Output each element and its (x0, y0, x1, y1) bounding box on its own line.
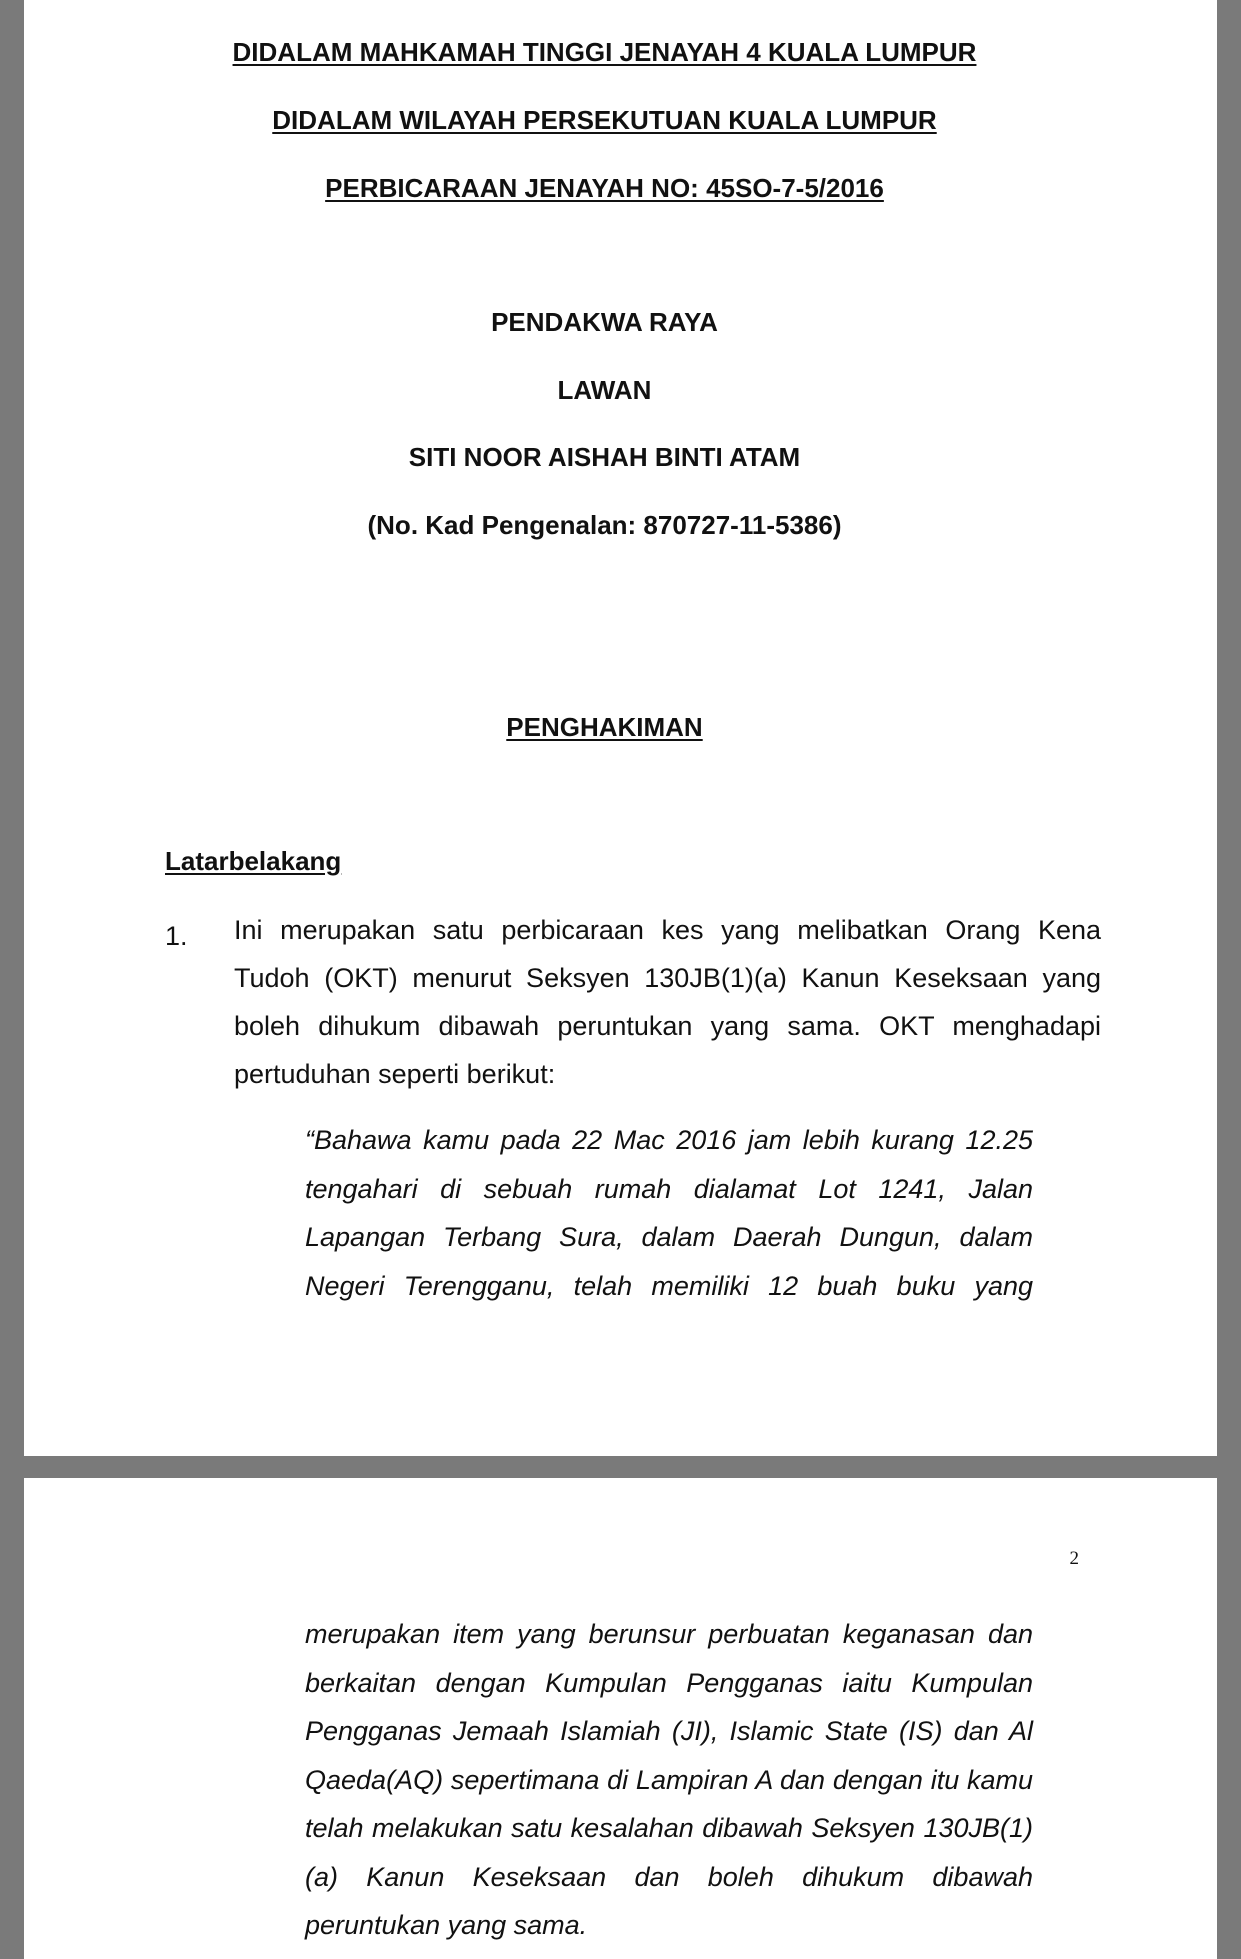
versus-label: LAWAN (557, 375, 652, 405)
court-name-line: DIDALAM MAHKAMAH TINGGI JENAYAH 4 KUALA LUMPUR (232, 37, 977, 67)
charge-quote-part-2: merupakan item yang berunsur perbuatan keganasan dan berkaitan dengan Kumpulan Pengganas iaitu Kumpulan Pengganas Jemaah Islamiah (JI), Islamic State (IS) dan Al Qaeda(AQ) sepertimana di Lampiran A dan dengan itu kamu telah melakukan satu kesalahan dibawah Seksyen 130JB(1)(a) Kanun Keseksaan dan boleh dihukum dibawah peruntukan yang sama. (305, 1619, 1033, 1940)
section-heading-background: Latarbelakang (165, 846, 342, 876)
accused-name: SITI NOOR AISHAH BINTI ATAM (408, 442, 801, 472)
case-number: PERBICARAAN JENAYAH NO: 45SO-7-5/2016 (325, 173, 884, 203)
identity-card-number: (No. Kad Pengenalan: 870727-11-5386) (367, 510, 842, 540)
judgment-title: PENGHAKIMAN (506, 712, 703, 742)
document-page-1 (24, 0, 1217, 1456)
court-jurisdiction-line: DIDALAM WILAYAH PERSEKUTUAN KUALA LUMPUR (272, 105, 937, 135)
paragraph-number: 1. (165, 921, 188, 951)
document-page-2 (24, 1478, 1217, 1959)
paragraph-1-text: Ini merupakan satu perbicaraan kes yang melibatkan Orang Kena Tudoh (OKT) menurut Seksyen 130JB(1)(a) Kanun Keseksaan yang boleh dihukum dibawah peruntukan yang sama. OKT menghadapi pertuduhan seperti berikut: (234, 915, 1101, 1089)
charge-quote-part-1: “Bahawa kamu pada 22 Mac 2016 jam lebih kurang 12.25 tengahari di sebuah rumah dialamat Lot 1241, Jalan Lapangan Terbang Sura, dalam Daerah Dungun, dalam Negeri Terengganu, telah memiliki 12 buah buku yang (305, 1125, 1033, 1301)
page-number: 2 (1069, 1548, 1079, 1569)
prosecution-party: PENDAKWA RAYA (491, 307, 718, 337)
